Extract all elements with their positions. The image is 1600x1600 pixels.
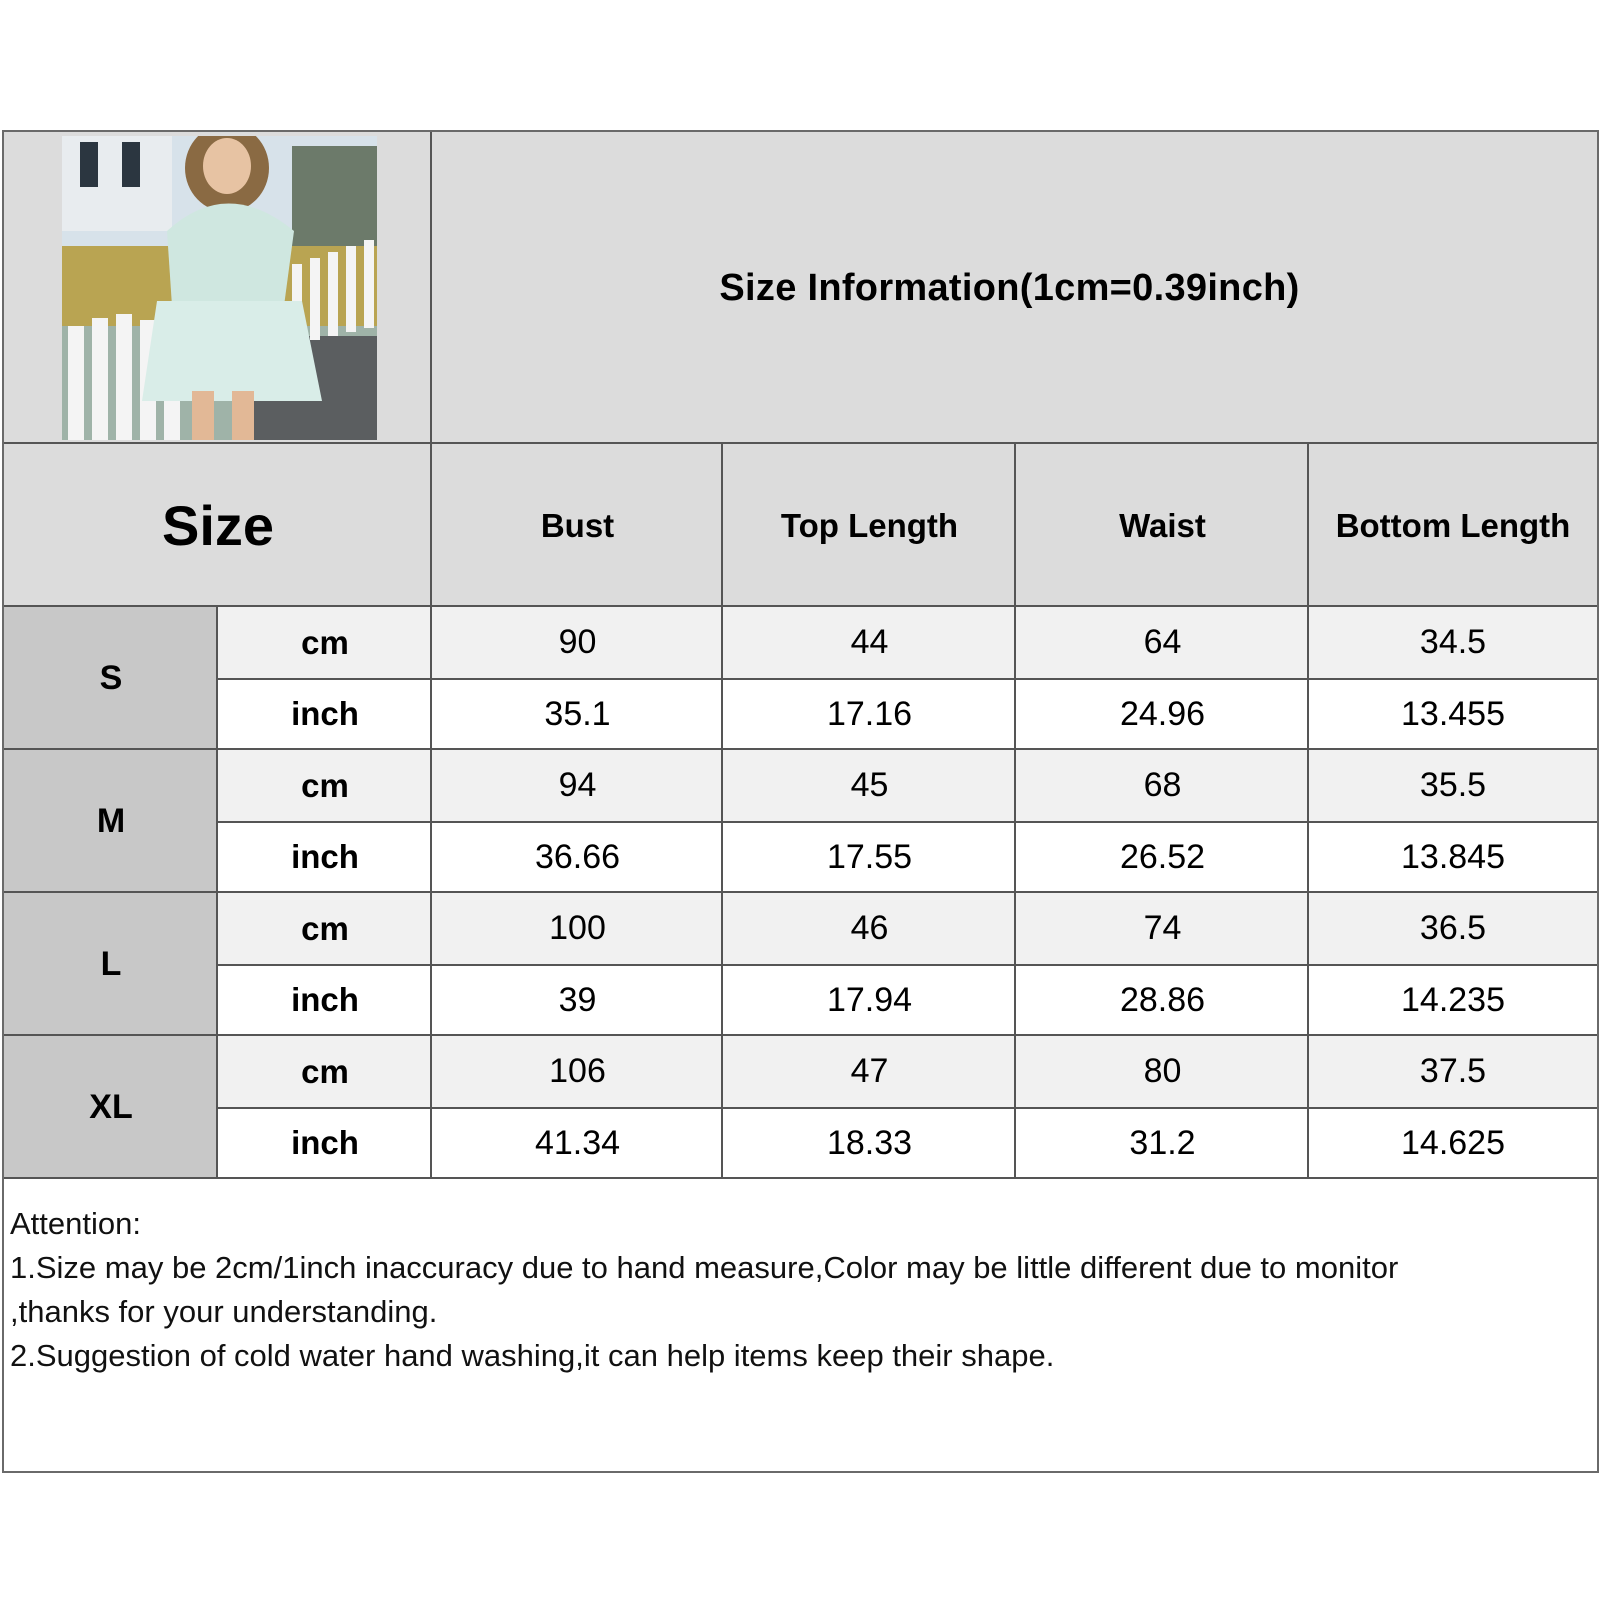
measurement-value: 39	[558, 980, 597, 1019]
measurement-value: 36.5	[1419, 909, 1487, 948]
measurement-value: 26.52	[1119, 837, 1206, 876]
unit-label: inch	[291, 695, 359, 733]
photo-cell	[4, 132, 432, 444]
unit-label: cm	[301, 623, 349, 661]
measurement-value: 94	[558, 766, 597, 805]
table-cell	[1309, 679, 1597, 751]
column-header: Top Length	[780, 506, 959, 544]
unit-label: cm	[301, 1052, 349, 1090]
note-line-1: 1.Size may be 2cm/1inch inaccuracy due to hand measure,Color may be little different due to monitor	[10, 1250, 1399, 1285]
table-cell	[1016, 750, 1309, 822]
cm-unit-cell	[218, 750, 432, 822]
unit-label: inch	[291, 981, 359, 1019]
product-photo	[62, 136, 377, 440]
column-header-cell	[723, 444, 1016, 607]
column-header-cell	[1016, 444, 1309, 607]
table-cell	[1309, 893, 1597, 965]
size-label: S	[99, 659, 123, 697]
grid-line	[218, 1107, 1597, 1109]
measurement-value: 13.455	[1401, 694, 1505, 733]
grid-line	[218, 964, 1597, 966]
grid-line	[1014, 444, 1016, 1179]
size-header-cell	[4, 444, 432, 607]
inch-unit-cell	[218, 679, 432, 751]
measurement-value: 45	[850, 766, 889, 805]
note-line-3: 2.Suggestion of cold water hand washing,it can help items keep their shape.	[10, 1338, 1055, 1373]
table-cell	[1016, 965, 1309, 1037]
measurement-value: 41.34	[534, 1123, 621, 1162]
grid-line	[4, 1177, 1597, 1179]
table-cell	[1016, 607, 1309, 679]
inch-unit-cell	[218, 965, 432, 1037]
measurement-value: 68	[1143, 766, 1182, 805]
title-cell	[432, 132, 1597, 444]
table-cell	[432, 893, 723, 965]
size-header: Size	[161, 494, 275, 557]
grid-line	[4, 1034, 1597, 1036]
size-label-cell	[4, 893, 218, 1036]
measurement-value: 37.5	[1419, 1052, 1487, 1091]
measurement-value: 13.845	[1401, 837, 1505, 876]
table-cell	[1016, 1036, 1309, 1108]
table-cell	[1016, 1108, 1309, 1180]
table-cell	[1309, 1036, 1597, 1108]
cm-unit-cell	[218, 607, 432, 679]
measurement-value: 31.2	[1129, 1123, 1196, 1162]
table-cell	[1309, 822, 1597, 894]
measurement-value: 35.1	[544, 694, 611, 733]
grid-line	[218, 821, 1597, 823]
measurement-value: 80	[1143, 1052, 1182, 1091]
table-cell	[432, 965, 723, 1037]
table-cell	[723, 965, 1016, 1037]
table-cell	[432, 679, 723, 751]
measurement-value: 14.235	[1401, 980, 1505, 1019]
measurement-value: 64	[1143, 623, 1182, 662]
table-cell	[1016, 893, 1309, 965]
notes-heading: Attention:	[10, 1206, 141, 1241]
table-cell	[1309, 607, 1597, 679]
table-cell	[432, 750, 723, 822]
table-cell	[723, 1036, 1016, 1108]
table-cell	[432, 607, 723, 679]
measurement-value: 100	[549, 909, 606, 948]
measurement-value: 106	[549, 1052, 606, 1091]
measurement-value: 17.16	[826, 694, 913, 733]
measurement-value: 24.96	[1119, 694, 1206, 733]
grid-line	[4, 605, 1597, 607]
table-cell	[723, 822, 1016, 894]
table-cell	[723, 1108, 1016, 1180]
table-cell	[1309, 1108, 1597, 1180]
inch-unit-cell	[218, 1108, 432, 1180]
measurement-value: 74	[1143, 909, 1182, 948]
grid-line	[216, 607, 218, 1179]
size-chart	[2, 130, 1599, 1473]
grid-line	[218, 678, 1597, 680]
table-cell	[1016, 822, 1309, 894]
measurement-value: 14.625	[1401, 1123, 1505, 1162]
note-line-2: ,thanks for your understanding.	[10, 1294, 438, 1329]
size-label-cell	[4, 607, 218, 750]
table-cell	[1309, 750, 1597, 822]
size-label-cell	[4, 750, 218, 893]
measurement-value: 47	[850, 1052, 889, 1091]
measurement-value: 34.5	[1419, 623, 1487, 662]
table-cell	[432, 1036, 723, 1108]
measurement-value: 36.66	[534, 837, 621, 876]
grid-line	[721, 444, 723, 1179]
measurement-value: 90	[558, 623, 597, 662]
unit-label: cm	[301, 909, 349, 947]
grid-line	[4, 748, 1597, 750]
column-header-cell	[1309, 444, 1597, 607]
size-label: L	[100, 945, 122, 983]
column-header: Bust	[540, 506, 615, 544]
unit-label: inch	[291, 1124, 359, 1162]
table-cell	[432, 1108, 723, 1180]
table-cell	[723, 679, 1016, 751]
attention-notes	[10, 1202, 1590, 1378]
table-cell	[1016, 679, 1309, 751]
inch-unit-cell	[218, 822, 432, 894]
table-cell	[723, 750, 1016, 822]
column-header: Bottom Length	[1335, 506, 1571, 544]
measurement-value: 17.94	[826, 980, 913, 1019]
table-cell	[1309, 965, 1597, 1037]
measurement-value: 28.86	[1119, 980, 1206, 1019]
size-label: M	[96, 802, 126, 840]
unit-label: inch	[291, 838, 359, 876]
size-label: XL	[89, 1088, 133, 1126]
unit-label: cm	[301, 766, 349, 804]
column-header: Waist	[1119, 506, 1206, 544]
page-title: Size Information(1cm=0.39inch)	[719, 266, 1300, 309]
table-cell	[723, 893, 1016, 965]
measurement-value: 46	[850, 909, 889, 948]
cm-unit-cell	[218, 893, 432, 965]
column-header-cell	[432, 444, 723, 607]
grid-line	[1307, 444, 1309, 1179]
measurement-value: 18.33	[826, 1123, 913, 1162]
size-label-cell	[4, 1036, 218, 1179]
measurement-value: 17.55	[826, 837, 913, 876]
measurement-value: 35.5	[1419, 766, 1487, 805]
measurement-value: 44	[850, 623, 889, 662]
table-cell	[432, 822, 723, 894]
table-cell	[723, 607, 1016, 679]
cm-unit-cell	[218, 1036, 432, 1108]
grid-line	[4, 891, 1597, 893]
